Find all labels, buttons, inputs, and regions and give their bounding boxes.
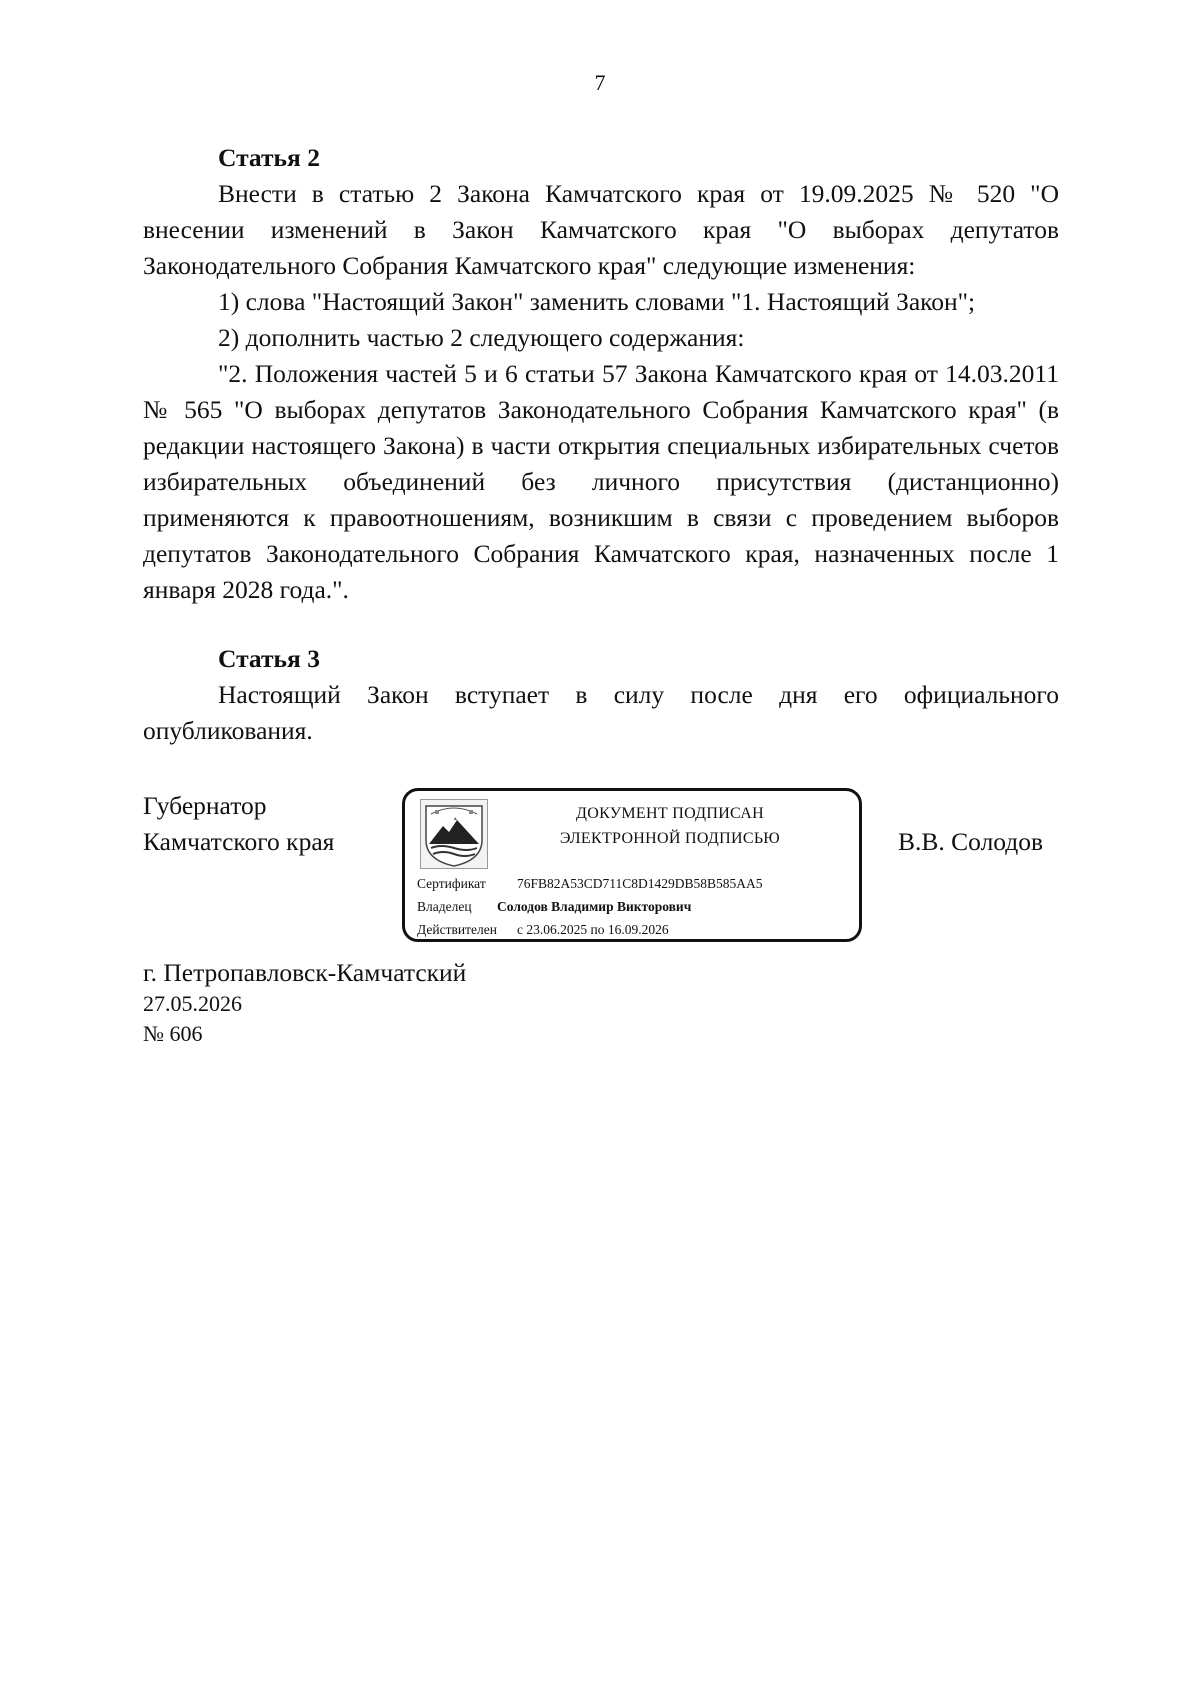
page-number: 7 [594, 70, 606, 95]
article-2-item-2: 2) дополнить частью 2 следующего содержания: [218, 323, 745, 352]
document-footer [143, 957, 466, 1049]
document-body [143, 140, 1059, 749]
validity-label: Действителен [417, 922, 497, 937]
signatory-name: В.В. Солодов [898, 827, 1044, 856]
signatory-position [143, 788, 334, 860]
article-2-heading: Статья 2 [218, 143, 320, 172]
signatory-position-line-2: Камчатского края [143, 827, 335, 856]
article-3-text: Настоящий Закон вступает в силу после дня его официального опубликования. [143, 680, 1059, 745]
validity-value: с 23.06.2025 по 16.09.2026 [517, 922, 669, 937]
stamp-title-line-2: ЭЛЕКТРОННОЙ ПОДПИСЬЮ [559, 830, 781, 847]
stamp-title [500, 801, 840, 851]
place-of-signing: г. Петропавловск-Камчатский [143, 958, 467, 987]
article-3-heading: Статья 3 [218, 644, 320, 673]
certificate-label: Сертификат [417, 876, 486, 891]
stamp-certificate-row [417, 875, 763, 893]
article-2-intro: Внести в статью 2 Закона Камчатского края от 19.09.2025 № 520 "О внесении изменений в Закон Камчатского края "О выборах депутатов Законодательного Собрания Камчатского края" следующие изменения: [143, 179, 1059, 280]
electronic-signature-stamp [402, 788, 862, 942]
owner-label: Владелец [417, 899, 472, 914]
spacer [143, 608, 1059, 641]
owner-value: Солодов Владимир Викторович [497, 899, 692, 914]
certificate-value: 76FB82A53CD711C8D1429DB58B585AA5 [517, 876, 763, 891]
signatory-position-line-1: Губернатор [143, 791, 267, 820]
stamp-validity-row [417, 921, 669, 939]
stamp-title-line-1: ДОКУМЕНТ ПОДПИСАН [576, 805, 764, 822]
article-2-quote: "2. Положения частей 5 и 6 статьи 57 Закона Камчатского края от 14.03.2011 № 565 "О выборах депутатов Законодательного Собрания Камчатского края" (в редакции настоящего Закона) в части открытия специальных избирательных счетов избирательных объединений без личного присутствия (дистанционно) применяются к правоотношениям, возникшим в связи с проведением выборов депутатов Законодательного Собрания Камчатского края, назначенных после 1 января 2028 года.". [143, 359, 1059, 604]
law-number: № 606 [143, 1021, 203, 1046]
kamchatka-coat-of-arms-icon [420, 799, 488, 869]
signing-date: 27.05.2026 [143, 991, 242, 1016]
stamp-owner-row [417, 898, 691, 916]
article-2-item-1: 1) слова "Настоящий Закон" заменить словами "1. Настоящий Закон"; [218, 287, 976, 316]
